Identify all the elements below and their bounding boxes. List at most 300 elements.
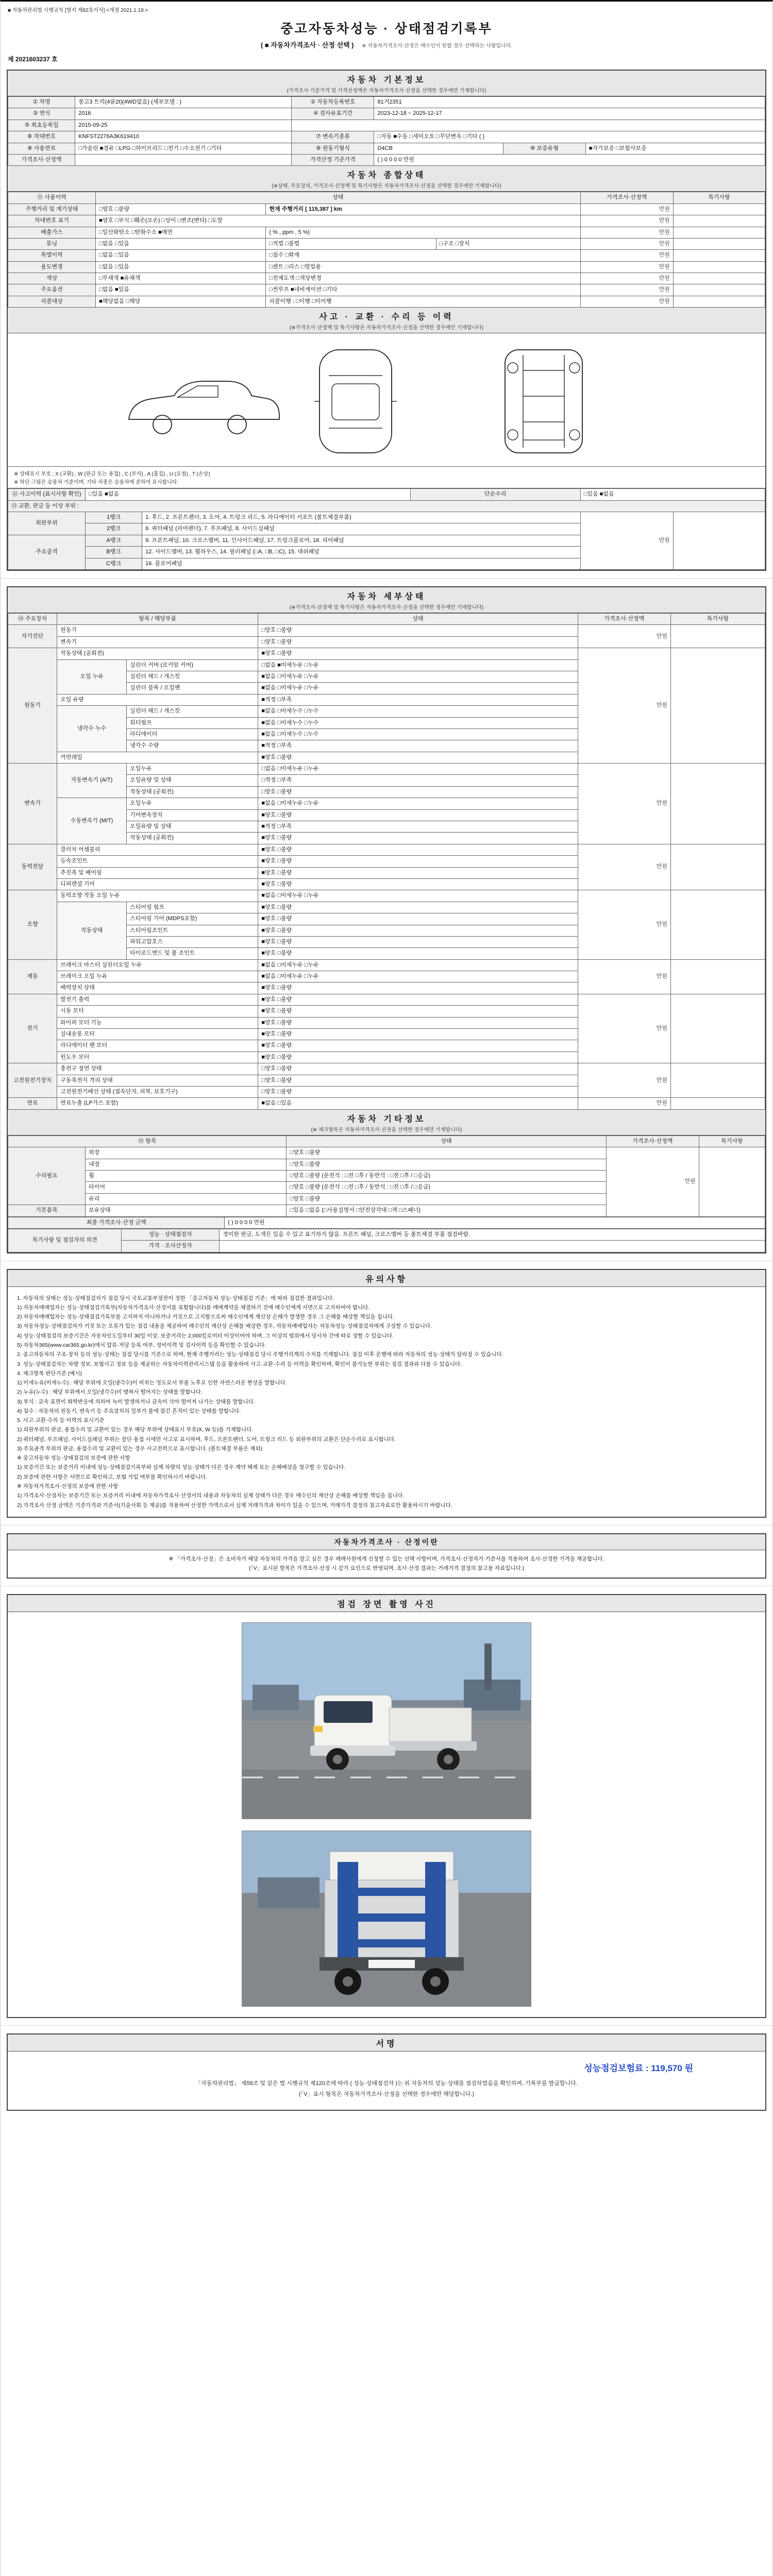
table-cell: ■해당없음 □해당 [96, 296, 266, 307]
table-cell: 가격산정 기준가격 [292, 154, 374, 165]
table-cell: 휠 [86, 1170, 287, 1181]
etc-info-table-body [8, 1136, 765, 1216]
price-definition-body [8, 1550, 765, 1578]
table-cell: 만원 [580, 250, 673, 261]
table-cell: ■없음 □미세누유 □누유 [258, 971, 578, 982]
table-cell: 가격조사·산정액 [8, 154, 75, 165]
section-note-basic: (가격조사 기준가격 및 가격산정액은 자동차가격조사·산정을 선택한 경우에만 기재합니다) [287, 88, 486, 94]
table-cell: 주요골격 [8, 535, 86, 569]
table-row [8, 261, 765, 273]
table-cell: ■적정 □부족 [258, 821, 578, 833]
section-note-accident: (※가격조사·산정액 및 특기사항은 자동차가격조사·산정을 선택한 경우에만 기재합니다) [289, 325, 484, 331]
table-cell: 가격 · 조사산정자 [122, 1241, 220, 1252]
table-cell: □자동 ■수동 □세미오토 □무단변속 □기타 ( ) [374, 131, 765, 143]
table-cell: ■양호 □불량 [258, 1040, 578, 1052]
table-cell: ③ 연식 [8, 108, 75, 120]
text-line: 3) 부식 : 금속 표면이 화학반응에 의하여 녹이 발생하거나 금속이 삭아 떨어져 나가는 상태를 말합니다. [17, 1398, 255, 1405]
table-cell [670, 648, 765, 764]
table-cell: 만원 [578, 625, 670, 648]
table-cell: 만원 [580, 261, 673, 273]
text-line: 5) 자동차365(www.car365.go.kr)에서 압류·저당 등록 여부, 정비이력 및 검사이력 등을 확인할 수 있습니다. [17, 1342, 266, 1349]
table-cell: ① 차명 [8, 97, 75, 108]
table-cell: KNFST2276A3K619410 [75, 131, 292, 143]
basic-info-section [7, 70, 766, 571]
table-cell [673, 250, 765, 261]
table-row [8, 489, 765, 500]
insurance-fee-label: 성능점검보험료 : [584, 2063, 649, 2074]
table-cell: 1. 후드, 2. 프론트펜더, 3. 도어, 4. 트렁크 리드, 5. 라디에이터 서포트 (볼트체결부품) [142, 512, 581, 523]
table-cell: 충전구 절연 상태 [57, 1063, 258, 1075]
table-row [8, 512, 765, 523]
table-cell: ■양호 □불량 [258, 948, 578, 959]
table-cell: 시동 모터 [57, 1006, 258, 1017]
table-cell: 오일 누유 [57, 659, 127, 694]
text-line: 1) 보증기간 또는 보증거리 이내에 성능·상태점검기록부와 실제 차량의 성능·상태가 다른 경우 계약 해제 또는 손해배상을 청구할 수 있습니다. [17, 1464, 345, 1471]
table-cell: 변속기 [8, 764, 57, 844]
photo-section-header [8, 1595, 765, 1612]
table-cell: 조향 [8, 890, 57, 959]
table-cell: □일산화탄소 □탄화수소 ■매연 [96, 227, 266, 238]
table-cell: □양호 □불량 (운전석 : □전 □후 / 동반석 : □전 □후 / □응급) [287, 1170, 606, 1181]
table-cell: 12. 사이드멤버, 13. 휠하우스, 14. 필러패널 (□A, □B, □C), 15. 대쉬패널 [142, 547, 581, 558]
table-cell: ■없음 □미세누유 □누유 [258, 890, 578, 902]
document-subtitle [7, 40, 766, 49]
table-cell: ④ 검사유효기간 [292, 108, 374, 120]
text-line: 5. 사고·교환·수리 등 이력의 표시기준 [17, 1417, 105, 1424]
table-cell [673, 227, 765, 238]
table-cell: 용도변경 [8, 261, 96, 273]
table-cell: ⑩ 보증유형 [503, 143, 585, 154]
table-cell: 특별이력 [8, 250, 96, 261]
table-cell: 81거2351 [374, 97, 765, 108]
table-cell [670, 1098, 765, 1109]
table-cell: 2랭크 [86, 523, 142, 535]
title-block [7, 18, 766, 70]
table-cell: 작동상태 (공회전) [127, 786, 258, 798]
signature-body [8, 2052, 765, 2109]
table-cell: ■양호 □불량 [258, 752, 578, 763]
table-row [8, 154, 765, 165]
table-cell: 상태 [287, 1136, 606, 1147]
accident-history-table-body [8, 489, 765, 570]
table-row [8, 1241, 765, 1252]
table-cell: ■양호 □불량 [258, 1052, 578, 1063]
table-cell: ■양호 □불량 [258, 1006, 578, 1017]
table-cell: □양호 □불량 [258, 1087, 578, 1098]
etc-info-header [8, 1110, 765, 1136]
table-cell: ■양호 □부식 □훼손(오손) □상이 □변조(변타) □도말 [96, 215, 581, 227]
table-cell: 자기진단 [8, 625, 57, 648]
table-cell: 만원 [580, 512, 673, 570]
table-cell: □있음 ■없음 [86, 489, 410, 500]
section-title-etc: 자동차 기타정보 [347, 1114, 426, 1124]
page-break-3 [7, 1518, 766, 1533]
price-definition-box [7, 1533, 766, 1579]
table-row [8, 1147, 765, 1159]
table-cell: ■없음 □미세누유 □누유 [258, 671, 578, 682]
section-title-accident: 사고 · 교환 · 수리 등 이력 [319, 313, 454, 322]
table-cell: 고전원전기배선 상태 (접속단자, 피복, 보호기구) [57, 1087, 258, 1098]
vehicle-diagram [8, 333, 765, 467]
form-top-note: ■ 자동차관리법 시행규칙 [별지 제82호서식] <개정 2021.1.19.> [8, 8, 148, 13]
table-cell: 전기 [8, 994, 57, 1063]
table-cell: 봉고3 트럭(4륜2t)(4WD없음) (세부모델 : ) [75, 97, 292, 108]
table-row [8, 994, 765, 1005]
table-cell: □무채색 ■유채색 [96, 273, 266, 284]
table-cell [673, 273, 765, 284]
table-cell: 특기사항 [670, 613, 765, 624]
photo-section [7, 1594, 766, 2018]
final-price-table-body [8, 1217, 765, 1228]
table-row [8, 215, 765, 227]
table-cell: 변속기 [57, 636, 258, 648]
table-cell: □양호 □불량 [258, 1075, 578, 1086]
text-line: 3) 주요골격 부위의 판금, 용접수리 및 교환이 있는 경우 사고전력으로 표시합니다. (볼트체결 부품은 제외) [17, 1445, 262, 1452]
text-line: 2) 누유(누수) : 해당 부위에서 오일(냉각수)이 맺혀서 떨어지는 상태를 말합니다. [17, 1389, 203, 1396]
table-cell: ■양호 □불량 [258, 878, 578, 890]
page-break-2 [7, 1253, 766, 1269]
table-cell: □있음 □없음 (□사용설명서 □안전삼각대 □잭 □스패너) [287, 1205, 606, 1216]
table-cell: 실린더 헤드 / 개스킷 [127, 671, 258, 682]
table-row [8, 97, 765, 108]
page-break-5 [7, 2018, 766, 2033]
table-cell: ⑨ 원동기형식 [292, 143, 374, 154]
table-cell: 커먼레일 [57, 752, 258, 763]
text-line: 4) 성능·상태점검의 보증기간은 자동차인도일부터 30일 이상, 보증거리는 2,000킬로미터 이상이어야 하며, 그 이상의 범위에서 당사자 간에 따로 정할 수 있습니다. [17, 1332, 394, 1339]
table-cell: □없음 □미세누유 □누유 [258, 764, 578, 775]
diagram-legend-line2: ※ 하단 그림은 승용차 기준이며, 기타 차종은 승용차에 준하여 표시합니다. [14, 480, 179, 486]
text-line: 2) 자동차매매업자는 성능·상태점검기록부를 고지하지 아니하거나 거짓으로 고지함으로써 매수인에게 재산상 손해가 발생한 경우 그 손해를 배상할 책임을 집니다. [17, 1314, 394, 1320]
table-cell: ■양호 □불량 [258, 648, 578, 659]
table-cell: 파워고압호스 [127, 936, 258, 947]
table-cell: 16. 플로어패널 [142, 558, 581, 569]
table-cell: 내장 [86, 1159, 287, 1170]
table-cell: ■양호 □불량 [258, 844, 578, 855]
table-cell: 구동축전지 격리 상태 [57, 1075, 258, 1086]
text-line: (「V」표시된 항목은 가격조사·산정 시 감가 요인으로 반영되며, 조사·산정 결과는 거래가격 결정의 참고용 자료입니다.) [248, 1565, 524, 1571]
text-line: 1) 가격조사·산정자는 보증기간 또는 보증거리 이내에 자동차가격조사·산정서의 내용과 자동차의 실제 상태가 다른 경우 매수인의 재산상 손해를 배상할 책임을 집니다. [17, 1493, 405, 1499]
table-cell: ⑦ 변속기종류 [292, 131, 374, 143]
document-title: 중고자동차성능 · 상태점검기록부 [280, 22, 493, 36]
section-title-basic: 자동차 기본정보 [347, 76, 426, 84]
table-cell: □양호 □불량 [258, 636, 578, 648]
table-cell: ( ) 0 0 0 0 만원 [225, 1217, 765, 1228]
table-cell: 만원 [578, 890, 670, 959]
table-cell: 오일유량 및 상태 [127, 775, 258, 786]
table-cell: ■양호 □불량 [258, 913, 578, 925]
table-cell: □가솔린 ■경유 □LPG □하이브리드 □전기 □수소전기 □기타 [75, 143, 292, 154]
table-cell: 브레이크 오일 누유 [57, 971, 258, 982]
basic-info-table-body [8, 97, 765, 166]
text-line: ※ 중고자동차 성능·상태점검의 보증에 관한 사항 [17, 1455, 130, 1462]
table-cell: 만원 [580, 238, 673, 249]
text-line: 1) 외판부위의 판금, 용접수리 및 교환이 있는 경우 해당 부위에 상태표시 부호(X, W 등)를 기재합니다. [17, 1427, 254, 1433]
table-cell: 만원 [578, 844, 670, 890]
photo-rear-svg [242, 1831, 531, 2006]
table-cell: ■없음 □미세누유 □누유 [258, 798, 578, 809]
table-cell [673, 284, 765, 296]
table-cell: 2016 [75, 108, 292, 120]
notice-section [7, 1269, 766, 1518]
basic-info-header [8, 71, 765, 96]
table-cell [670, 844, 765, 890]
table-cell [673, 204, 765, 215]
basic-info-table [8, 96, 765, 166]
table-cell: 스티어링 펌프 [127, 902, 258, 913]
table-cell: 스티어링 기어 (MDPS포함) [127, 913, 258, 925]
table-cell: 만원 [580, 215, 673, 227]
table-cell: 보유상태 [86, 1205, 287, 1216]
insurance-fee-value: 119,570 원 [651, 2063, 693, 2074]
table-cell [220, 1241, 765, 1252]
table-cell: 작동상태 [57, 902, 127, 959]
text-line: 2) 쿼터패널, 루프패널, 사이드실패널 부위는 절단·용접 시에만 사고로 표시하며, 후드, 프론트펜더, 도어, 트렁크 리드 등 외판부위의 교환은 단순수리로 표시합니다. [17, 1436, 396, 1443]
table-cell: 배력장치 상태 [57, 982, 258, 994]
table-cell: 타이로드엔드 및 볼 조인트 [127, 948, 258, 959]
table-cell [673, 261, 765, 273]
table-cell: 외장 [86, 1147, 287, 1159]
table-cell: 스티어링조인트 [127, 925, 258, 936]
table-cell: 워터펌프 [127, 717, 258, 728]
table-cell: ( ) 0 0 0 0 만원 [374, 154, 765, 165]
table-row [8, 1098, 765, 1109]
table-cell [75, 154, 292, 165]
table-cell: ■없음 □미세누수 □누수 [258, 717, 578, 728]
detail-status-table-body [8, 613, 765, 1109]
table-cell [673, 512, 765, 570]
text-line: ※ 「가격조사·산정」은 소비자가 해당 자동차의 가격을 알고 싶은 경우 매매사원에게 신청할 수 있는 선택 사항이며, 가격조사·산정자가 기준서를 적용하여 조사·산정한 가격을 제공합니다. [169, 1555, 604, 1562]
table-cell: □없음 ■있음 [96, 284, 266, 296]
table-cell: 만원 [580, 284, 673, 296]
table-cell [670, 890, 765, 959]
table-cell: 오일누유 [127, 764, 258, 775]
table-cell: 원동기 [8, 648, 57, 764]
table-cell: ■적정 □부족 [258, 694, 578, 705]
table-cell [699, 1147, 765, 1216]
table-cell: 차대번호 표기 [8, 215, 96, 227]
table-cell: 외판부위 [8, 512, 86, 535]
table-cell: 만원 [578, 994, 670, 1063]
signature-section [7, 2033, 766, 2110]
table-cell [670, 994, 765, 1063]
table-cell: 주요옵션 [8, 284, 96, 296]
notice-body [8, 1287, 765, 1517]
table-cell: ■없음 □미세누유 □누유 [258, 959, 578, 971]
table-cell: □없음 □있음 [96, 261, 266, 273]
table-cell [670, 959, 765, 994]
table-row [8, 192, 765, 204]
table-cell: 추진축 및 베어링 [57, 867, 258, 878]
table-cell: 작동상태 (공회전) [57, 648, 258, 659]
table-cell: □없음 □있음 [96, 238, 266, 249]
table-cell: 동력조향 작동 오일 누유 [57, 890, 258, 902]
table-row [8, 284, 765, 296]
table-cell: ⑮ 항목 [8, 1136, 287, 1147]
table-cell: 수동변속기 (M/T) [57, 798, 127, 844]
table-cell: 실린더 커버 (로커암 커버) [127, 659, 258, 671]
table-cell: ( % , ppm , 5 %) [266, 227, 580, 238]
table-cell: 연료 [8, 1098, 57, 1109]
table-cell: 라디에이터 팬 모터 [57, 1040, 258, 1052]
accident-history-table [8, 488, 765, 570]
table-cell: 색상 [8, 273, 96, 284]
table-cell: 클러치 어셈블리 [57, 844, 258, 855]
table-row [8, 131, 765, 143]
overall-status-header [8, 166, 765, 192]
section-title-notice: 유의사항 [365, 1275, 408, 1284]
table-cell: 특기사항 [673, 192, 765, 204]
table-cell: 작동상태 (공회전) [127, 833, 258, 844]
table-cell: 만원 [580, 296, 673, 307]
table-cell: D4CB [374, 143, 503, 154]
table-cell [673, 296, 765, 307]
table-cell: □적정 □부족 [258, 775, 578, 786]
table-cell: □침수 □화재 [266, 250, 580, 261]
table-cell: ■양호 □불량 [258, 994, 578, 1005]
table-cell: 가격조사·산정액 [606, 1136, 699, 1147]
table-row [8, 143, 765, 154]
table-cell: 연료누출 (LP가스 포함) [57, 1098, 258, 1109]
table-cell [292, 120, 765, 131]
table-cell: □양호 □불량 [258, 1063, 578, 1075]
table-cell: 9. 프론트패널, 10. 크로스멤버, 11. 인사이드패널, 17. 트렁크플로어, 18. 리어패널 [142, 535, 581, 546]
photo-section-body [8, 1612, 765, 2017]
table-cell: ■없음 □있음 [258, 1098, 578, 1109]
table-cell: 만원 [578, 959, 670, 994]
table-cell: □양호 □불량 [287, 1159, 606, 1170]
table-row [8, 238, 765, 249]
table-cell: ⑭ 주요장치 [8, 613, 57, 624]
overall-status-table-body [8, 192, 765, 308]
table-cell [670, 1063, 765, 1098]
table-cell: □썬루프 ■네비게이션 □기타 [266, 284, 580, 296]
table-cell: 특기사항 및 점검자의 의견 [8, 1229, 122, 1252]
table-row [8, 890, 765, 902]
text-line: 「자동차관리법」 제58조 및 같은 법 시행규칙 제120조에 따라 ( 성능·상태점검자 )는 위 자동차의 성능·상태를 점검하였음을 확인하며, 기록부를 발급합니다. [195, 2080, 578, 2087]
table-cell: □양호 □불량 [258, 625, 578, 636]
inspection-photo-rear [242, 1831, 531, 2007]
table-cell: 만원 [580, 273, 673, 284]
table-cell: ■없음 □미세누수 □누수 [258, 728, 578, 740]
table-row [8, 1063, 765, 1075]
table-row [8, 296, 765, 307]
table-cell: ⑧ 사용연료 [8, 143, 75, 154]
table-cell: 현재 주행거리 [ 115,387 ] km [266, 204, 580, 215]
section-title-detail: 자동차 세부상태 [347, 592, 426, 601]
table-cell: ■자가보증 □보험사보증 [585, 143, 765, 154]
accident-history-header [8, 308, 765, 333]
table-cell: 제동 [8, 959, 57, 994]
insurance-fee [18, 2061, 755, 2074]
table-cell: 만원 [580, 227, 673, 238]
table-cell: 기어변속장치 [127, 809, 258, 821]
table-row [8, 625, 765, 636]
section-note-etc: (※ 체크항목은 자동차가격조사·산정을 선택한 경우에만 기재합니다) [311, 1127, 462, 1133]
page-break-1 [7, 571, 766, 586]
table-cell: 최종 가격조사·산정 금액 [8, 1217, 225, 1228]
table-row [8, 1217, 765, 1228]
table-cell: 만원 [578, 764, 670, 844]
text-line: 2. 중고자동차의 구조·장치 등의 성능·상태는 점검 당시를 기준으로 하며, 현재 주행거리는 성능·상태점검 당시 주행거리계의 수치를 기재합니다. 점검 이후 운행에 따라 자동차의 성능·상태가 달라질 수 있습니다. [17, 1351, 503, 1358]
text-line: 4. 체크항목 판단기준 (예시) [17, 1370, 82, 1377]
table-cell [673, 215, 765, 227]
table-cell: 수리필요 [8, 1147, 86, 1205]
section-title-overall: 자동차 종합상태 [347, 171, 426, 180]
table-cell: □없음 □있음 [96, 250, 266, 261]
table-cell: 리콜이행 : □이행 □미이행 [266, 296, 580, 307]
table-cell: 가격조사·산정액 [580, 192, 673, 204]
table-cell: □양호 □불량 [287, 1193, 606, 1205]
table-cell: 오일누유 [127, 798, 258, 809]
section-title-signature: 서명 [376, 2040, 397, 2049]
table-cell: 항목 / 해당부품 [57, 613, 258, 624]
text-line: 3. 성능·상태점검자는 차량 정보, 보험사고 정보 등을 제공하는 자동차이력관리시스템 등을 활용하여 사고·교환·수리 등 이력을 확인하며, 확인이 불가능한 부위는 점검 결과와 다를 수 있습니다. [17, 1361, 462, 1367]
table-row [8, 844, 765, 855]
table-cell: 만원 [606, 1147, 699, 1216]
text-line: 3) 자동차성능·상태점검자가 거짓 또는 오류가 있는 점검 내용을 제공하여 매수인의 재산상 손해를 배상한 경우, 자동차매매업자는 자동차성능·상태점검자에게 구상할 수 있습니다. [17, 1323, 432, 1330]
table-cell: □양호 □불량 [258, 786, 578, 798]
table-cell: 만원 [578, 648, 670, 764]
table-cell: ■양호 □불량 [258, 1017, 578, 1028]
table-cell: ■양호 □불량 [258, 902, 578, 913]
table-cell: 특기사항 [699, 1136, 765, 1147]
table-cell: ■양호 □불량 [258, 925, 578, 936]
table-cell [670, 625, 765, 648]
vehicle-diagram-svg [113, 340, 660, 463]
subtitle-text: ( ■ 자동차가격조사 · 산정 선택 ) [260, 41, 354, 49]
table-cell: 주행거리 및 계기상태 [8, 204, 96, 215]
table-cell: 6. 쿼터패널 (리어펜더), 7. 루프패널, 8. 사이드실패널 [142, 523, 581, 535]
table-cell: ■양호 □불량 [258, 867, 578, 878]
table-row [8, 959, 765, 971]
section-note-overall: (※상태, 주요장치, 가격조사·산정액 및 특기사항은 자동차가격조사·산정을 선택한 경우에만 기재합니다) [272, 183, 501, 190]
table-cell: □양호 □불량 [287, 1147, 606, 1159]
table-cell: ■양호 □불량 [258, 856, 578, 867]
table-cell: 윈도우 모터 [57, 1052, 258, 1063]
table-cell: 자동변속기 (A/T) [57, 764, 127, 798]
table-cell: ■없음 □미세누수 □누수 [258, 706, 578, 717]
table-row [8, 648, 765, 659]
table-cell: 실내송풍 모터 [57, 1029, 258, 1040]
table-cell: 라디에이터 [127, 728, 258, 740]
table-cell [670, 764, 765, 844]
table-cell: ⑪ 사용이력 [8, 192, 96, 204]
table-cell: 와이퍼 모터 기능 [57, 1017, 258, 1028]
table-cell: □구조 □장치 [436, 238, 580, 249]
text-line: 2) 보증에 관한 사항은 서면으로 확인하고, 보험 가입 여부를 확인하시기 바랍니다. [17, 1473, 207, 1480]
table-cell: 튜닝 [8, 238, 96, 249]
table-cell: 원동기 [57, 625, 258, 636]
detail-status-table [8, 613, 765, 1110]
text-line: 4) 침수 : 자동차의 원동기, 변속기 등 주요장치의 일부가 물에 잠긴 흔적이 있는 상태를 말합니다. [17, 1408, 241, 1414]
table-cell: 가격조사·산정액 [578, 613, 670, 624]
table-row [8, 764, 765, 775]
table-cell: 만원 [578, 1098, 670, 1109]
table-cell: 냉각수 수량 [127, 740, 258, 752]
table-cell: 실린더 헤드 / 개스킷 [127, 706, 258, 717]
table-cell: □없음 ■미세누유 □누유 [258, 659, 578, 671]
table-cell: 브레이크 마스터 실린더오일 누유 [57, 959, 258, 971]
signature-header [8, 2035, 765, 2052]
inspector-opinion-table-body [8, 1229, 765, 1252]
inspector-opinion-table [8, 1229, 765, 1252]
text-line: 1) 미세누유(미세누수) : 해당 부위에 오일(냉각수)이 비치는 정도로서 부품 노후로 인한 자연스러운 현상을 말합니다. [17, 1380, 287, 1386]
table-cell: □양호 □불량 [96, 204, 266, 215]
table-cell: ■양호 □불량 [258, 982, 578, 994]
table-cell: ■양호 □불량 [258, 1029, 578, 1040]
table-row [8, 204, 765, 215]
section-title-photos: 점검 장면 촬영 사진 [337, 1600, 436, 1609]
